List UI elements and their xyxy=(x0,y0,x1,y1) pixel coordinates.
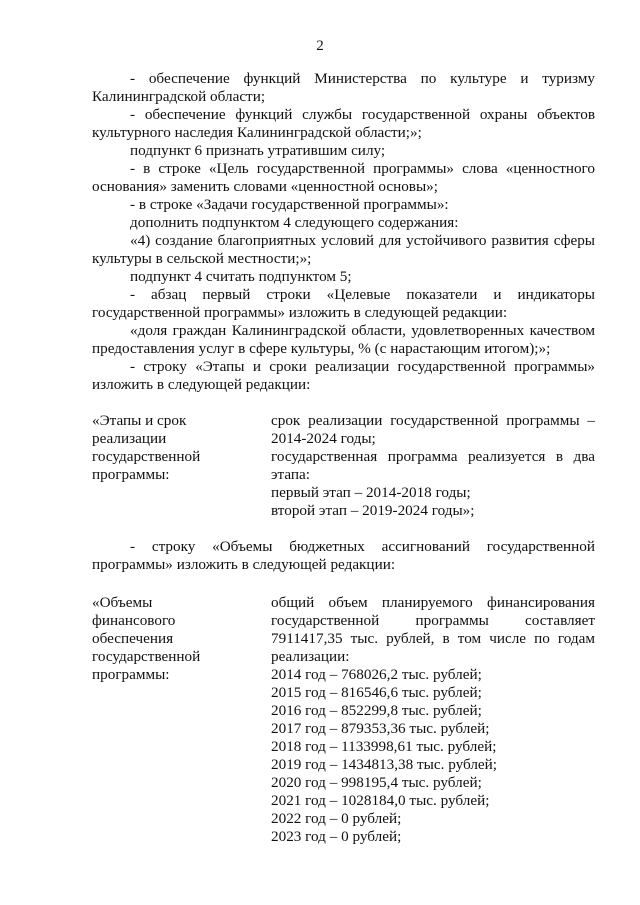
funding-label-line: государственной xyxy=(92,648,201,665)
paragraph-add-subitem: дополнить подпунктом 4 следующего содержания: xyxy=(130,214,459,231)
stages-label-line: государственной xyxy=(92,448,201,465)
paragraph-tasks-row: - в строке «Задачи государственной программы»: xyxy=(130,196,449,213)
funding-year-line: 2017 год – 879353,36 тыс. рублей; xyxy=(271,720,490,737)
paragraph-subitem-4-text: «4) создание благоприятных условий для устойчивого развития сферы культуры в сельской местности;»; xyxy=(92,232,595,267)
paragraph-functions-heritage: - обеспечение функций службы государственной охраны объектов культурного наследия Калининградской области;»; xyxy=(92,106,595,141)
funding-year-line: 2019 год – 1434813,38 тыс. рублей; xyxy=(271,756,498,773)
stages-label xyxy=(92,412,262,484)
paragraph-indicators-row: - абзац первый строки «Целевые показатели и индикаторы государственной программы» изложить в следующей редакции: xyxy=(92,286,595,321)
funding-label-line: «Объемы xyxy=(92,594,153,611)
funding-year-line: 2020 год – 998195,4 тыс. рублей; xyxy=(271,774,482,791)
stages-value-line: первый этап – 2014-2018 годы; xyxy=(271,484,471,501)
paragraph-volume-row: - строку «Объемы бюджетных ассигнований государственной программы» изложить в следующей редакции: xyxy=(92,538,595,573)
stages-value-line: этапа: xyxy=(271,466,310,483)
page-number: 2 xyxy=(316,38,324,54)
paragraph-goal-row: - в строке «Цель государственной программы» слова «ценностного основания» заменить словами «ценностной основы»; xyxy=(92,160,595,195)
funding-year-line: 2016 год – 852299,8 тыс. рублей; xyxy=(271,702,482,719)
stages-value-line: срок реализации государственной программы – xyxy=(271,412,595,429)
funding-value-line: общий объем планируемого финансирования xyxy=(271,594,595,611)
paragraph-subitem-renumber: подпункт 4 считать подпунктом 5; xyxy=(130,268,352,285)
funding-year-line: 2021 год – 1028184,0 тыс. рублей; xyxy=(271,792,490,809)
stages-label-line: программы: xyxy=(92,466,170,483)
paragraph-indicator-text: «доля граждан Калининградской области, удовлетворенных качеством предоставления услуг в сфере культуры, % (с нарастающим итогом);»; xyxy=(92,322,595,357)
stages-value-line: второй этап – 2019-2024 годы»; xyxy=(271,502,475,519)
funding-label xyxy=(92,594,262,684)
funding-year-line: 2023 год – 0 рублей; xyxy=(271,828,402,845)
paragraph-stages-row: - строку «Этапы и сроки реализации государственной программы» изложить в следующей редакции: xyxy=(92,358,595,393)
funding-value-line: 7911417,35 тыс. рублей, в том числе по годам xyxy=(271,630,595,647)
funding-value xyxy=(271,594,595,846)
funding-year-line: 2018 год – 1133998,61 тыс. рублей; xyxy=(271,738,497,755)
funding-label-line: финансового xyxy=(92,612,176,629)
stages-value-line: государственная программа реализуется в два xyxy=(271,448,595,465)
stages-label-line: «Этапы и срок xyxy=(92,412,187,429)
funding-value-line: государственной программы составляет xyxy=(271,612,595,629)
funding-label-line: программы: xyxy=(92,666,170,683)
funding-year-line: 2014 год – 768026,2 тыс. рублей; xyxy=(271,666,482,683)
funding-label-line: обеспечения xyxy=(92,630,174,647)
stages-label-line: реализации xyxy=(92,430,167,447)
funding-year-line: 2022 год – 0 рублей; xyxy=(271,810,402,827)
paragraph-subitem-6: подпункт 6 признать утратившим силу; xyxy=(130,142,386,159)
stages-value-line: 2014-2024 годы; xyxy=(271,430,376,447)
paragraph-functions-ministry: - обеспечение функций Министерства по культуре и туризму Калининградской области; xyxy=(92,70,595,105)
funding-year-line: 2015 год – 816546,6 тыс. рублей; xyxy=(271,684,482,701)
stages-value xyxy=(271,412,595,520)
funding-value-line: реализации: xyxy=(271,648,350,665)
